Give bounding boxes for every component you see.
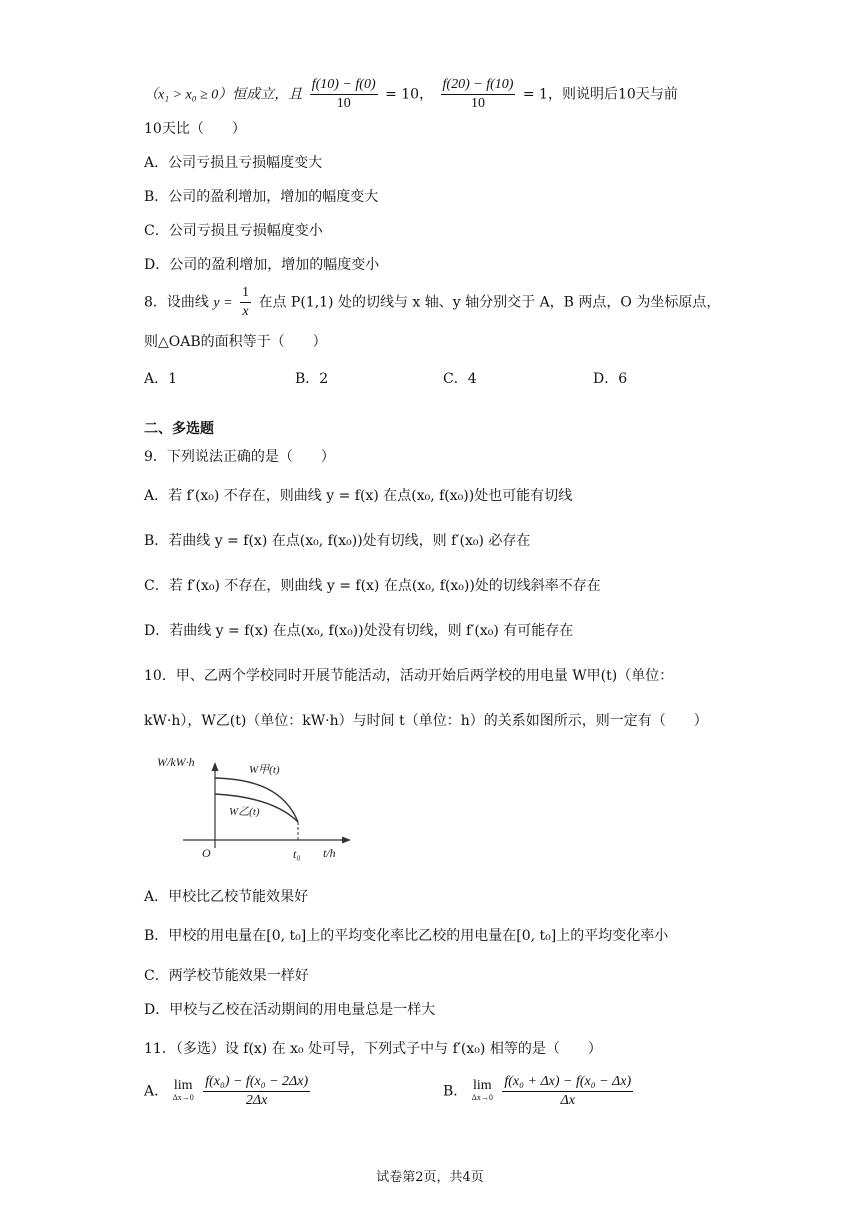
q7-option-b: B．公司的盈利增加，增加的幅度变大: [144, 189, 379, 205]
t0-label: t₀: [293, 847, 301, 861]
q11-option-a-fraction: $\frac{\text{f(x₀) − f(x₀ − 2Δx)}}{2\Delta x}$: [205, 1074, 309, 1108]
q8-option-a: A．1: [144, 371, 178, 387]
q7-condition: （x₁ > x₀ ≥ 0）恒成立，且: [144, 87, 303, 103]
q9-option-d: D．若曲线 y = f(x) 在点(x₀, f(x₀))处没有切线，则 f′(x₀) 有可能存在: [144, 623, 574, 639]
q7-fraction-2: $\frac{f(20) - f(10)}{10}$: [442, 77, 514, 111]
x-axis-arrow: [342, 837, 351, 844]
q10-option-c: C．两学校节能效果一样好: [144, 968, 309, 984]
section-heading-multi-choice: 二、多选题: [144, 421, 214, 437]
q10-option-b: B．甲校的用电量在[0, t₀]上的平均变化率比乙校的用电量在[0, t₀]上的平均变化率小: [144, 928, 669, 944]
q9-option-b: B．若曲线 y = f(x) 在点(x₀, f(x₀))处有切线，则 f′(x₀) 必存在: [144, 533, 531, 549]
q8-fraction: $\frac{1}{x}$: [242, 285, 249, 319]
curve-w-yi-label: W乙(t): [229, 806, 260, 818]
q7-condition-line: [144, 76, 678, 113]
q7-fraction-1: $\frac{f(10) - f(0)}{10}$: [311, 77, 376, 111]
q7-option-a: A．公司亏损且亏损幅度变大: [144, 155, 323, 171]
q8-y-eq: y =: [213, 295, 233, 311]
x-axis-label: t/h: [323, 846, 336, 860]
q10-option-d: D．甲校与乙校在活动期间的用电量总是一样大: [144, 1002, 436, 1018]
q7-option-c: C．公司亏损且亏损幅度变小: [144, 223, 323, 239]
q10-line-2: kW·h），W乙(t)（单位：kW·h）与时间 t（单位：h）的关系如图所示，则一定有（ ）: [144, 713, 708, 729]
origin-label: O: [202, 846, 211, 860]
q10-line-1: 10．甲、乙两个学校同时开展节能活动，活动开始后两学校的用电量 W甲(t)（单位：: [144, 668, 674, 684]
q8-rest: 在点 P(1,1) 处的切线与 x 轴、y 轴分别交于 A，B 两点，O 为坐标原点，: [258, 294, 721, 311]
q11-option-b-fraction: $\frac{\text{f(x₀ + Δx) − f(x₀ − Δx)}}{\Delta x}$: [504, 1074, 632, 1108]
q11-stem: 11．（多选）设 f(x) 在 x₀ 处可导，下列式子中与 f′(x₀) 相等的是（ ）: [144, 1041, 602, 1057]
y-axis-arrow: [212, 762, 219, 771]
q7-eq1: = 10，: [385, 86, 434, 103]
q7-option-d: D．公司的盈利增加，增加的幅度变小: [144, 257, 380, 273]
q8-option-b: B．2: [295, 371, 329, 387]
limit-symbol-b: lim Δx→0: [471, 1077, 493, 1102]
page-footer: 试卷第2页，共4页: [376, 1170, 484, 1185]
q9-stem: 9．下列说法正确的是（ ）: [144, 449, 335, 465]
q8-option-c: C．4: [443, 371, 477, 387]
q7-continuation: 10天比（ ）: [144, 121, 246, 137]
q8-option-d: D．6: [593, 371, 628, 387]
q10-option-a: A．甲校比乙校节能效果好: [144, 889, 309, 905]
q11-option-a: A． lim Δx→0 $\frac{\text{f(x₀) − f(x₀ − 2Δx)}}{2\Delta x}$: [144, 1074, 309, 1108]
curve-w-jia-label: W甲(t): [249, 764, 280, 776]
q10-figure: [155, 752, 355, 864]
q9-option-c: C．若 f′(x₀) 不存在，则曲线 y = f(x) 在点(x₀, f(x₀))处的切线斜率不存在: [144, 578, 601, 594]
q7-eq2: = 1，则说明后10天与前: [522, 86, 678, 103]
q8-lead: 8．设曲线: [144, 294, 209, 311]
q8-stem-line: [144, 284, 720, 321]
q8-line-2: 则△OAB的面积等于（ ）: [144, 334, 327, 350]
limit-symbol-a: lim Δx→0: [172, 1077, 194, 1102]
q11-option-b: B． lim Δx→0 $\frac{\text{f(x₀ + Δx) − f(x₀ − Δx)}}{\Delta x}$: [443, 1074, 632, 1108]
q9-option-a: A．若 f′(x₀) 不存在，则曲线 y = f(x) 在点(x₀, f(x₀))处也可能有切线: [144, 488, 573, 504]
y-axis-label: W/kW·h: [157, 755, 195, 769]
